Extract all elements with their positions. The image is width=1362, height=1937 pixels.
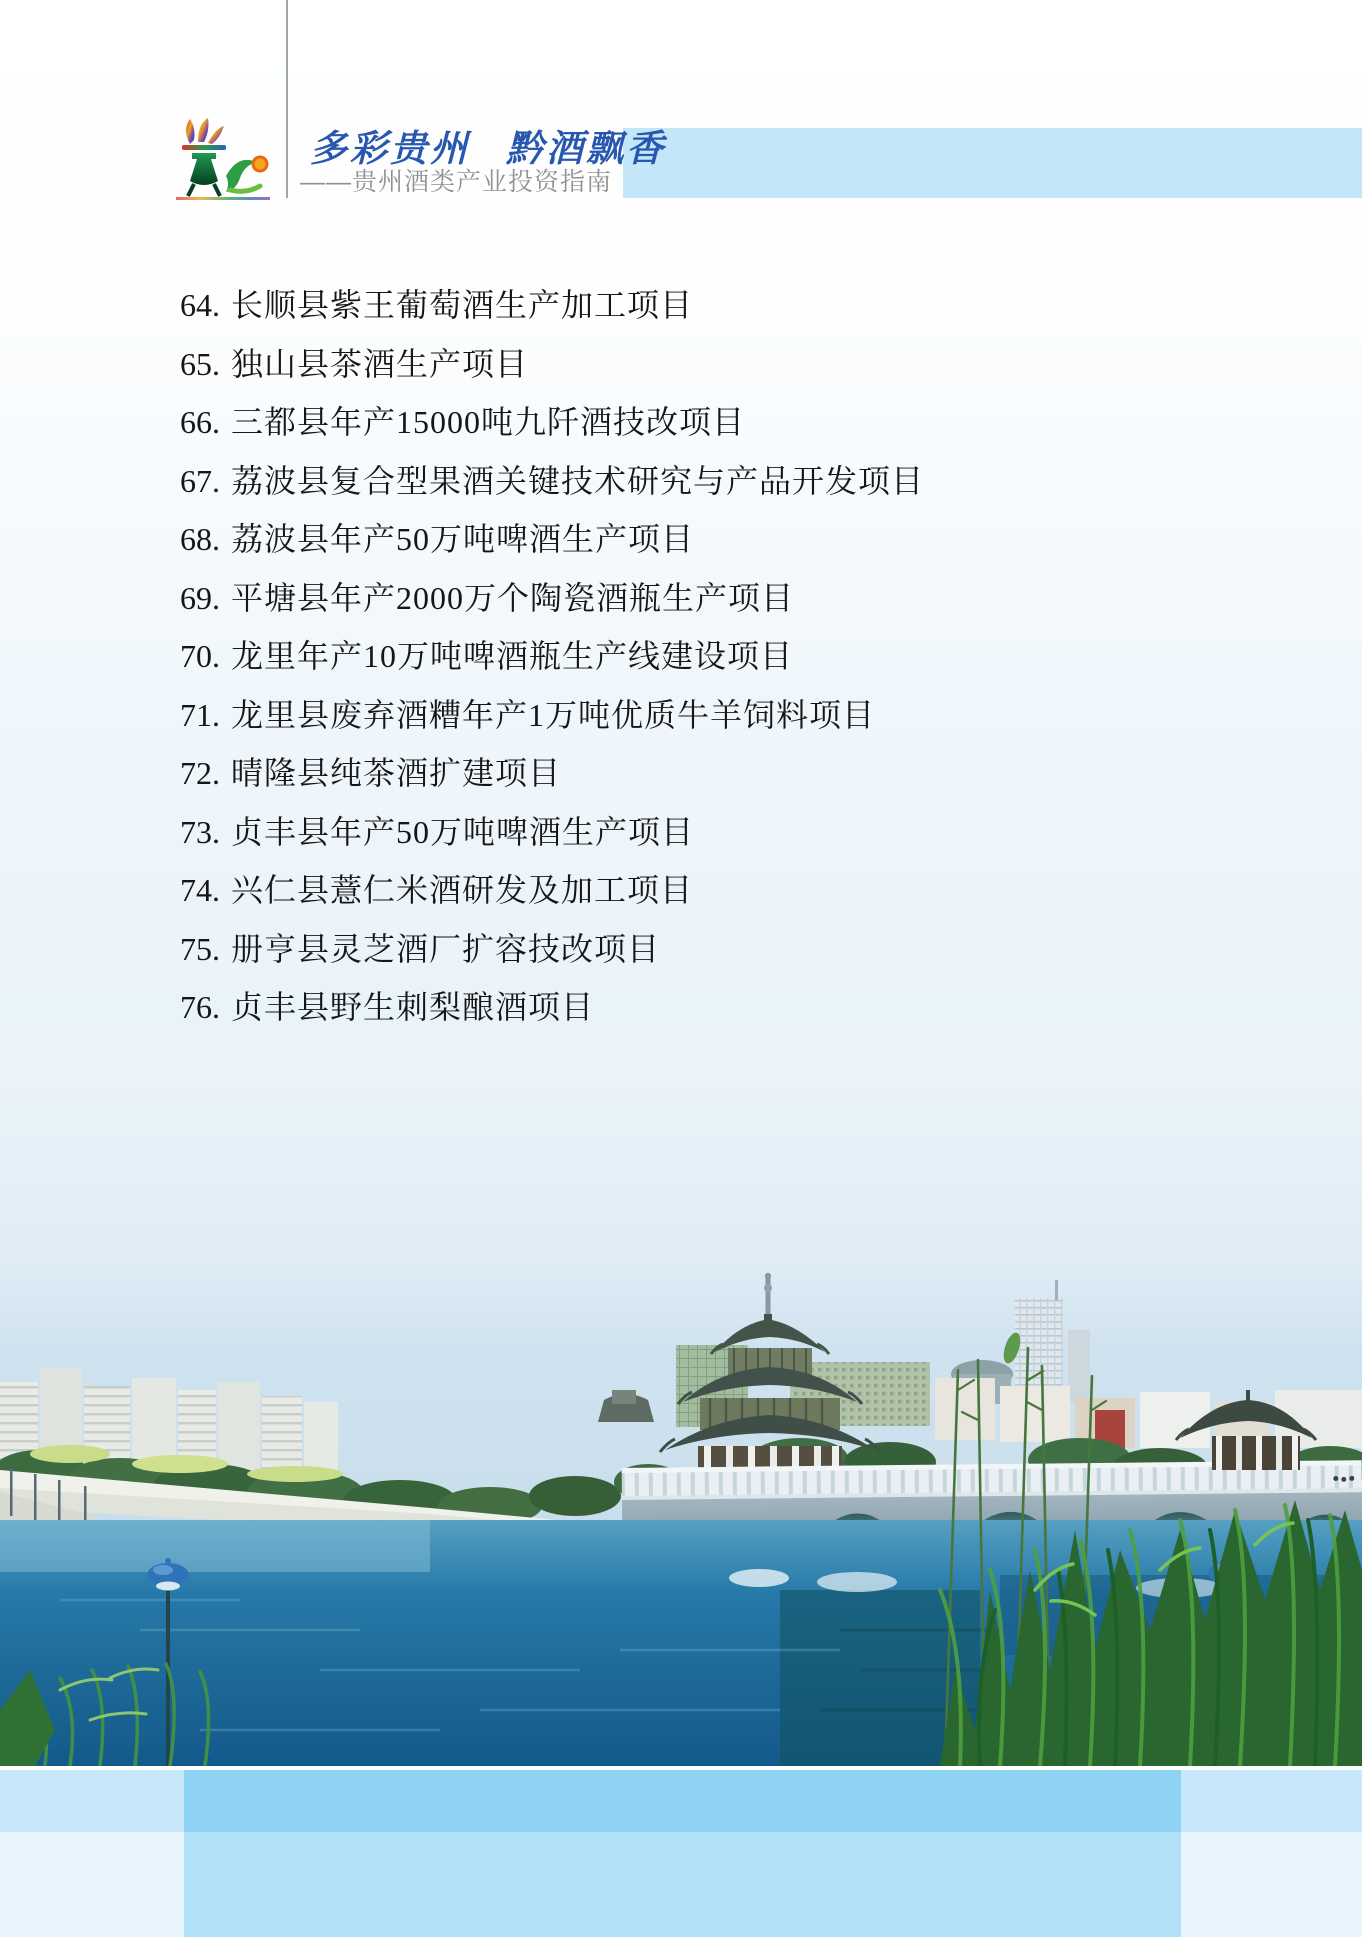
project-list-item bbox=[180, 335, 1230, 394]
logo-caption bbox=[176, 197, 270, 200]
project-title: 兴仁县薏仁米酒研发及加工项目 bbox=[231, 872, 694, 908]
footer-block-bottom-left bbox=[0, 1832, 184, 1937]
header-subtitle: ——贵州酒类产业投资指南 bbox=[300, 168, 613, 196]
project-list bbox=[180, 276, 1230, 1037]
project-number: 68. bbox=[180, 521, 220, 557]
project-number: 71. bbox=[180, 696, 220, 733]
footer-block-bottom-right bbox=[1181, 1832, 1362, 1937]
riverside-photo bbox=[0, 1030, 1362, 1766]
project-title: 长顺县紫王葡萄酒生产加工项目 bbox=[231, 287, 694, 323]
project-title: 册亨县灵芝酒厂扩容技改项目 bbox=[231, 930, 661, 967]
guizhou-logo bbox=[168, 116, 278, 202]
project-number: 76. bbox=[180, 989, 220, 1025]
project-list-item bbox=[180, 978, 1230, 1037]
project-list-item bbox=[180, 744, 1230, 803]
project-list-item bbox=[180, 861, 1230, 920]
project-list-item bbox=[180, 393, 1230, 452]
project-list-item bbox=[180, 569, 1230, 628]
project-number: 67. bbox=[180, 462, 220, 499]
project-title: 独山县茶酒生产项目 bbox=[231, 345, 529, 382]
project-number: 70. bbox=[180, 638, 220, 674]
slogan-right: 黔酒飘香 bbox=[506, 129, 666, 170]
project-list-item bbox=[180, 686, 1230, 745]
project-list-item bbox=[180, 510, 1230, 569]
project-title: 龙里年产10万吨啤酒瓶生产线建设项目 bbox=[231, 638, 794, 674]
project-title: 贞丰县年产50万吨啤酒生产项目 bbox=[231, 813, 695, 850]
project-number: 64. bbox=[180, 287, 220, 323]
project-title: 荔波县年产50万吨啤酒生产项目 bbox=[231, 521, 695, 557]
project-title: 平塘县年产2000万个陶瓷酒瓶生产项目 bbox=[231, 579, 795, 616]
project-title: 荔波县复合型果酒关键技术研究与产品开发项目 bbox=[231, 462, 925, 499]
logo-gui-character bbox=[182, 118, 226, 196]
footer-block-top-left bbox=[0, 1770, 184, 1832]
project-number: 73. bbox=[180, 813, 220, 850]
project-title: 三都县年产15000吨九阡酒技改项目 bbox=[231, 404, 746, 440]
project-list-item bbox=[180, 803, 1230, 862]
project-number: 72. bbox=[180, 755, 220, 791]
project-number: 65. bbox=[180, 345, 220, 382]
logo-sun-icon bbox=[253, 157, 267, 171]
project-list-item bbox=[180, 452, 1230, 511]
project-title: 贞丰县野生刺梨酿酒项目 bbox=[231, 989, 595, 1025]
project-number: 74. bbox=[180, 872, 220, 908]
footer-block-top-right bbox=[1181, 1770, 1362, 1832]
project-title: 晴隆县纯茶酒扩建项目 bbox=[231, 755, 562, 791]
header-divider-line bbox=[286, 0, 288, 198]
project-list-item bbox=[180, 276, 1230, 335]
project-number: 69. bbox=[180, 579, 220, 616]
project-number: 66. bbox=[180, 404, 220, 440]
footer-block-bottom-middle bbox=[184, 1832, 1181, 1937]
header-band bbox=[623, 128, 1362, 198]
project-list-item bbox=[180, 920, 1230, 979]
project-list-item bbox=[180, 627, 1230, 686]
project-title: 龙里县废弃酒糟年产1万吨优质牛羊饲料项目 bbox=[231, 696, 876, 733]
footer-block-top-middle bbox=[184, 1770, 1181, 1832]
slogan-left: 多彩贵州 bbox=[310, 129, 470, 170]
project-number: 75. bbox=[180, 930, 220, 967]
